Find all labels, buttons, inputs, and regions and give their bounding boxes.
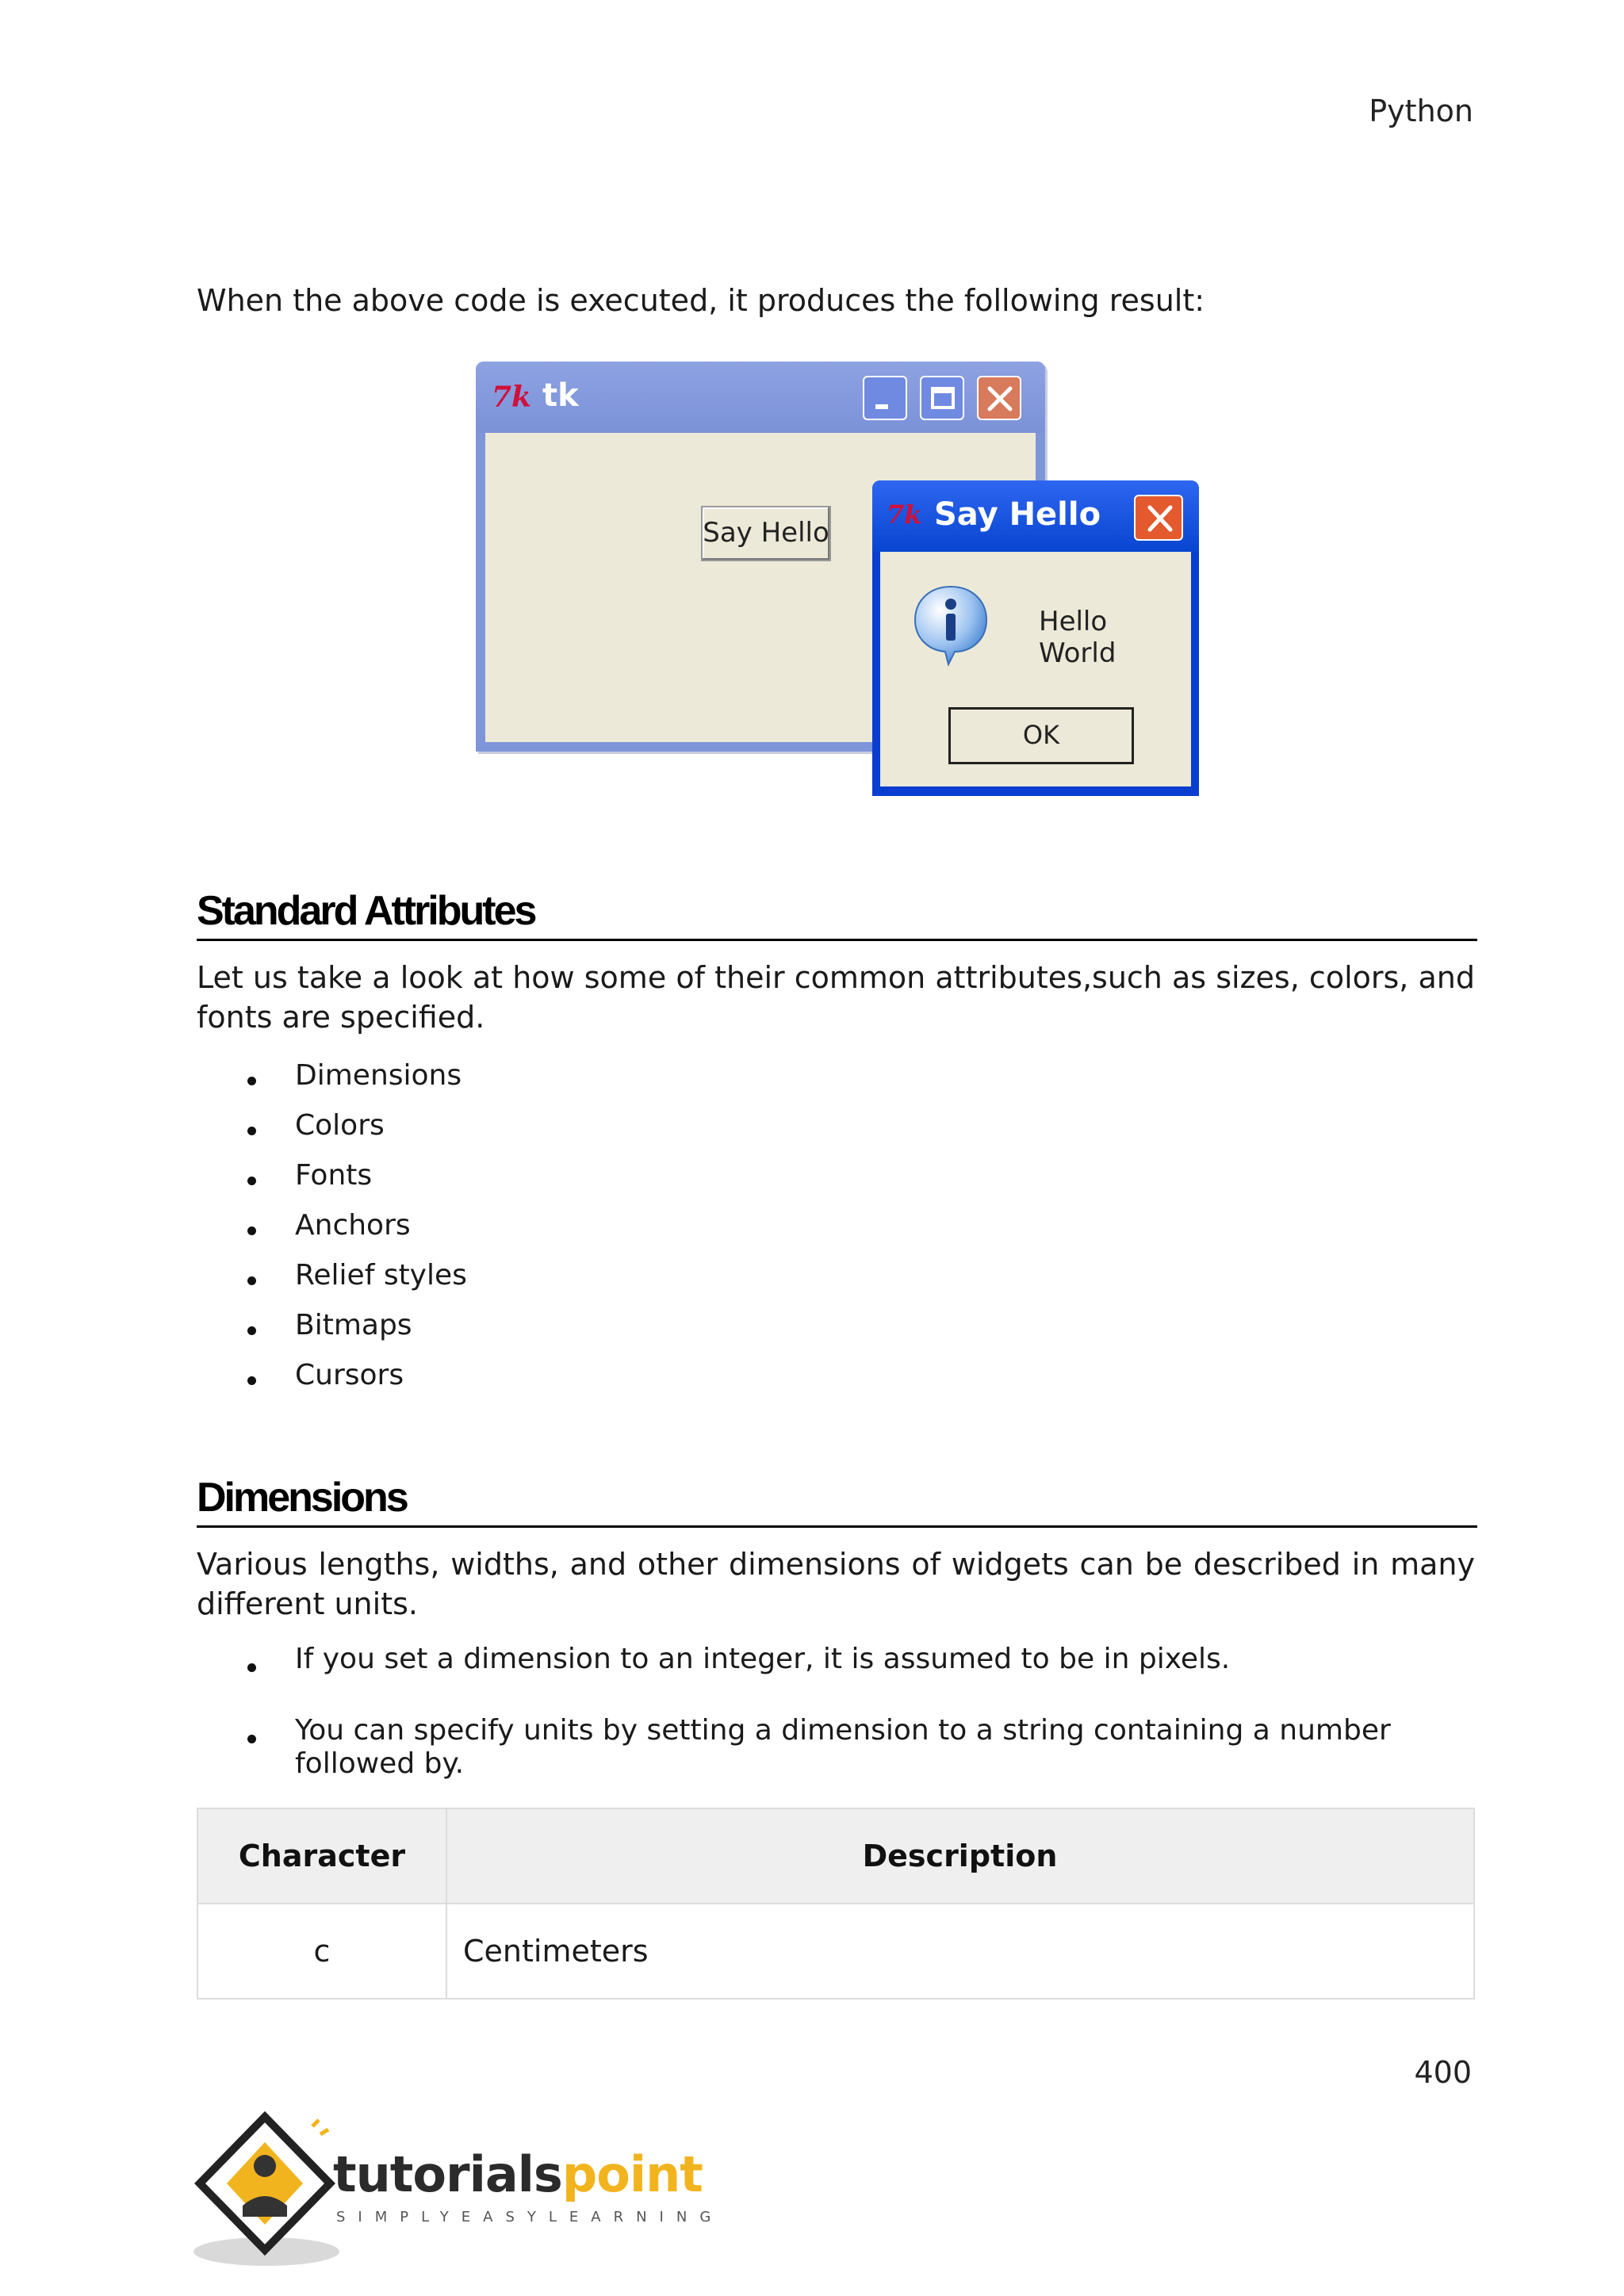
list-item: Colors bbox=[197, 1106, 1475, 1156]
tk-main-titlebar bbox=[476, 362, 1045, 433]
page-header-title: Python bbox=[1369, 94, 1473, 128]
say-hello-button[interactable]: Say Hello bbox=[701, 506, 831, 561]
section-heading-dimensions: Dimensions bbox=[197, 1473, 1477, 1528]
minimize-icon[interactable] bbox=[863, 376, 907, 420]
table-header-row bbox=[197, 1808, 1474, 1904]
logo-word-point: point bbox=[561, 2145, 703, 2203]
tkinter-screenshot-figure bbox=[476, 362, 1213, 806]
table-row bbox=[197, 1904, 1474, 1999]
tk-logo-icon: 7k bbox=[492, 381, 531, 414]
section-heading-standard-attributes: Standard Attributes bbox=[197, 886, 1477, 941]
ok-button[interactable]: OK bbox=[948, 707, 1134, 764]
intro-text: When the above code is executed, it produces the following result: bbox=[197, 283, 1205, 318]
list-item: If you set a dimension to an integer, it is assumed to be in pixels. bbox=[197, 1643, 1475, 1676]
logo-tagline: SIMPLYEASYLEARNING bbox=[336, 2209, 724, 2225]
list-item: Dimensions bbox=[197, 1056, 1475, 1106]
info-icon bbox=[907, 582, 994, 672]
table-header-description: Description bbox=[446, 1808, 1474, 1904]
section-paragraph: Let us take a look at how some of their common attributes,such as sizes, colors, and fonts are specified. bbox=[197, 960, 1475, 1035]
table-header-character: Character bbox=[197, 1808, 446, 1904]
list-item: Fonts bbox=[197, 1156, 1475, 1206]
dialog-message: Hello World bbox=[1039, 606, 1116, 669]
say-hello-dialog bbox=[872, 480, 1199, 796]
logo-wordmark bbox=[333, 2145, 703, 2203]
logo-word-tutorials: tutorials bbox=[333, 2145, 562, 2203]
units-table bbox=[197, 1808, 1475, 1999]
dialog-titlebar bbox=[872, 480, 1199, 552]
list-item: Anchors bbox=[197, 1206, 1475, 1256]
attributes-list bbox=[197, 1056, 1475, 1406]
table-cell-description: Centimeters bbox=[446, 1904, 1474, 1999]
close-icon[interactable] bbox=[1134, 495, 1183, 541]
tk-main-window-title: tk bbox=[542, 377, 579, 414]
dimensions-list bbox=[197, 1643, 1475, 1781]
list-item: You can specify units by setting a dimension to a string containing a number followed by. bbox=[197, 1714, 1475, 1781]
dialog-title: Say Hello bbox=[934, 496, 1101, 533]
close-icon[interactable] bbox=[977, 376, 1021, 420]
list-item: Relief styles bbox=[197, 1256, 1475, 1306]
tk-logo-icon: 7k bbox=[887, 499, 922, 530]
logo-emblem-icon bbox=[193, 2110, 344, 2269]
table-cell-character: c bbox=[197, 1904, 446, 1999]
tutorialspoint-logo bbox=[193, 2110, 724, 2269]
dialog-body bbox=[880, 552, 1191, 786]
section-paragraph: Various lengths, widths, and other dimensions of widgets can be described in many different units. bbox=[197, 1547, 1475, 1621]
maximize-icon[interactable] bbox=[920, 376, 964, 420]
page-number: 400 bbox=[1414, 2055, 1472, 2090]
list-item: Cursors bbox=[197, 1356, 1475, 1406]
list-item: Bitmaps bbox=[197, 1306, 1475, 1356]
